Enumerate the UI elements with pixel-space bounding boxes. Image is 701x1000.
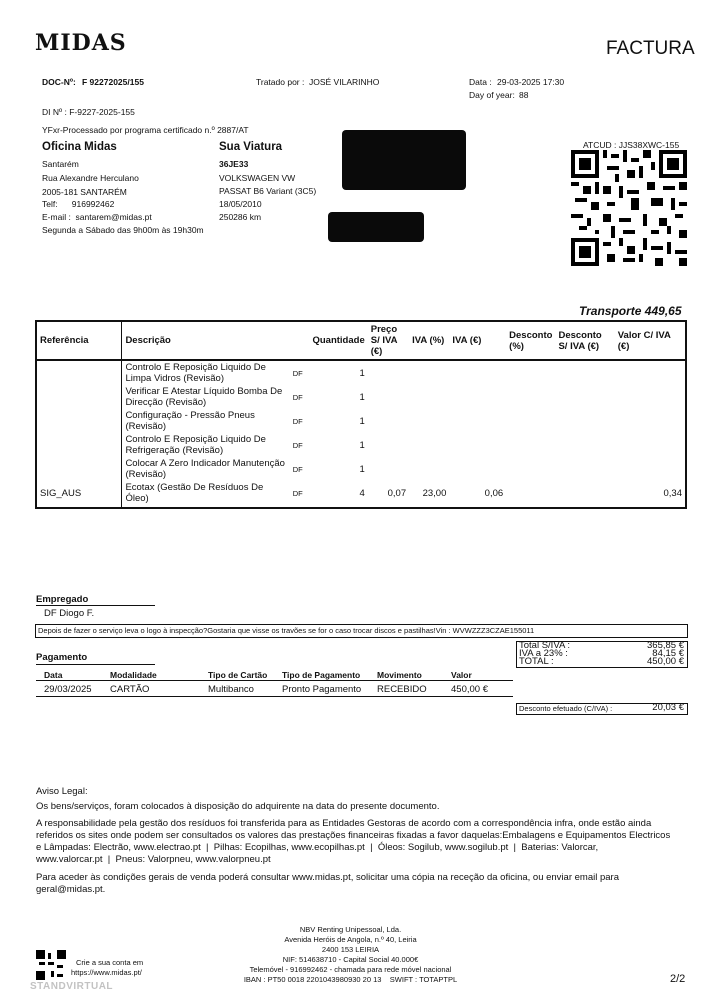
- cell-price: [368, 409, 409, 433]
- treated-by-label: Tratado por :: [256, 77, 305, 87]
- day-of-year-value: 88: [519, 90, 529, 100]
- cell-iva-eur: [449, 409, 506, 433]
- payment-card-type: Multibanco: [208, 684, 254, 695]
- cell-iva-eur: [449, 457, 506, 481]
- cell-iva-pct: 23,00: [422, 487, 447, 499]
- filler-cell: [506, 505, 555, 508]
- payment-underline: [36, 664, 155, 665]
- document-type-title: FACTURA: [606, 38, 695, 59]
- cell-discount-eur: [555, 385, 614, 409]
- office-phone: Telf: 916992462: [42, 199, 115, 209]
- footer-company: NBV Renting Unipessoal, Lda.: [299, 925, 402, 934]
- redacted-block: [328, 212, 424, 242]
- employee-name: DF Diogo F.: [44, 608, 95, 619]
- discount-label: Desconto efetuado (C/IVA) :: [519, 704, 613, 713]
- legal-paragraph-2-line-4: www.valorcar.pt | Pneus: Valorpneu, www.valorpneu.pt: [36, 854, 271, 865]
- cell-discount-eur: [555, 481, 614, 505]
- cell-discount-pct: [506, 409, 555, 433]
- office-street: Rua Alexandre Herculano: [42, 173, 139, 183]
- col-header-description: Descrição: [122, 321, 290, 360]
- cell-description: Verificar E Atestar Líquido Bomba De Direcção (Revisão): [125, 386, 283, 408]
- items-table: [35, 320, 687, 509]
- cell-unit: DF: [292, 392, 303, 402]
- payment-header-payment-type: Tipo de Pagamento: [282, 670, 361, 680]
- filler-cell: [615, 505, 686, 508]
- watermark: STANDVIRTUAL: [30, 981, 114, 992]
- payment-value: 450,00 €: [451, 684, 488, 695]
- legal-paragraph-2-line-1: A responsabilidade pela gestão dos resíduos foi transferida para as Entidades Gestoras de acordo com a correspondência infra, onde estão ainda: [36, 818, 652, 829]
- doc-number-value: F 92272025/155: [82, 77, 144, 87]
- vehicle-mileage: 250286 km: [219, 212, 262, 222]
- col-header-iva-eur: IVA (€): [449, 321, 506, 360]
- col-header-quantity: Quantidade: [309, 321, 367, 360]
- footer-nif: NIF: 514638710 - Capital Social 40.000€: [282, 955, 419, 964]
- treated-by-value: JOSÉ VILARINHO: [309, 77, 380, 87]
- cell-price: [368, 457, 409, 481]
- qr-code: [571, 150, 687, 266]
- footer-phone: Telemóvel - 916992462 - chamada para rede móvel nacional: [249, 965, 452, 974]
- payment-header-value: Valor: [451, 670, 472, 680]
- cell-reference: [36, 457, 122, 481]
- legal-paragraph-1: Os bens/serviços, foram colocados à disposição do adquirente na data do presente documento.: [36, 801, 440, 812]
- legal-paragraph-3-line-1: Para aceder às condições gerais de venda poderá consultar www.midas.pt, solicitar uma cópia na receção da oficina, ou enviar email para: [36, 872, 619, 883]
- cell-unit: DF: [292, 440, 303, 450]
- footer-iban: IBAN : PT50 0018 2201043980930 20 13 SWIFT : TOTAPTPL: [243, 975, 458, 984]
- table-row: [36, 481, 686, 505]
- cell-discount-pct: [506, 360, 555, 385]
- cell-value: [615, 385, 686, 409]
- service-note-text: Depois de fazer o serviço leva o logo à inspecção?Gostaria que visse os travões se for o caso trocar discos e pastilhas!Vin : WVWZZZ3CZAE155011: [38, 626, 535, 635]
- table-row: [36, 385, 686, 409]
- cell-price: [368, 433, 409, 457]
- office-postal: 2005-181 SANTARÉM: [42, 187, 127, 197]
- payment-payment-type: Pronto Pagamento: [282, 684, 362, 695]
- total-siva-label: Total S/IVA :: [519, 640, 571, 651]
- items-table-header: [36, 321, 686, 360]
- di-number: DI Nº : F-9227-2025-155: [42, 107, 135, 117]
- cell-description: Controlo E Reposição Liquido De Refrigeração (Revisão): [125, 434, 266, 456]
- filler-cell: [290, 505, 310, 508]
- payment-header-movement: Movimento: [377, 670, 422, 680]
- cell-discount-pct: [506, 481, 555, 505]
- vehicle-reg-date: 18/05/2010: [219, 199, 262, 209]
- office-city: Santarém: [42, 159, 79, 169]
- cell-value: [615, 409, 686, 433]
- midas-logo: MIDAS: [35, 30, 127, 56]
- cell-quantity: 4: [359, 487, 365, 499]
- vehicle-make: VOLKSWAGEN VW: [219, 173, 296, 183]
- cell-description: Controlo E Reposição Liquido De Limpa Vidros (Revisão): [125, 362, 266, 384]
- total-label: TOTAL :: [519, 656, 554, 667]
- col-header-reference: Referência: [36, 321, 122, 360]
- office-email: E-mail : santarem@midas.pt: [42, 212, 152, 222]
- total-value: 450,00 €: [647, 656, 684, 667]
- transport-amount: Transporte 449,65: [579, 304, 682, 318]
- cell-discount-pct: [506, 433, 555, 457]
- payment-header-card-type: Tipo de Cartão: [208, 670, 268, 680]
- cell-unit: DF: [292, 368, 303, 378]
- cell-discount-pct: [506, 457, 555, 481]
- create-account-text: Crie a sua conta em: [76, 958, 144, 967]
- table-row: [36, 457, 686, 481]
- cell-reference: [36, 433, 122, 457]
- payment-header-line: [36, 680, 513, 681]
- payment-header-date: Data: [44, 670, 63, 680]
- discount-value: 20,03 €: [652, 702, 684, 713]
- filler-cell: [409, 505, 449, 508]
- payment-date: 29/03/2025: [44, 684, 92, 695]
- cell-value: 0,34: [663, 487, 682, 499]
- date-label: Data :: [469, 77, 492, 87]
- cell-price: [368, 360, 409, 385]
- table-row: [36, 433, 686, 457]
- page-number: 2/2: [670, 973, 686, 985]
- cell-quantity: 1: [359, 391, 365, 403]
- create-account-link[interactable]: https://www.midas.pt/: [71, 968, 142, 977]
- certified-program-text: YFxr-Processado por programa certificado n.º 2887/AT: [42, 125, 249, 135]
- cell-quantity: 1: [359, 463, 365, 475]
- date-value: 29-03-2025 17:30: [497, 77, 565, 87]
- cell-iva-eur: [449, 360, 506, 385]
- payment-movement: RECEBIDO: [377, 684, 427, 695]
- cell-discount-eur: [555, 409, 614, 433]
- atcud-code: ATCUD : JJS38XWC-155: [583, 140, 680, 150]
- col-header-discount-pct: Desconto (%): [506, 321, 555, 360]
- cell-quantity: 1: [359, 439, 365, 451]
- cell-price: 0,07: [387, 487, 407, 499]
- cell-unit: DF: [292, 416, 303, 426]
- redacted-block: [342, 130, 466, 190]
- payment-label: Pagamento: [36, 652, 88, 663]
- filler-cell: [122, 505, 290, 508]
- cell-value: [615, 360, 686, 385]
- office-hours: Segunda a Sábado das 9h00m às 19h30m: [42, 225, 204, 235]
- cell-discount-eur: [555, 457, 614, 481]
- cell-reference: [36, 360, 122, 385]
- cell-iva-pct: [409, 360, 449, 385]
- vehicle-plate: 36JE33: [219, 159, 249, 169]
- cell-value: [615, 433, 686, 457]
- footer-address: Avenida Heróis de Angola, n.º 40, Leiria: [284, 935, 417, 944]
- col-header-price: Preço S/ IVA (€): [368, 321, 409, 360]
- cell-reference: SIG_AUS: [36, 481, 122, 505]
- filler-cell: [555, 505, 614, 508]
- cell-price: [368, 385, 409, 409]
- cell-reference: [36, 409, 122, 433]
- footer-qr-code: [36, 950, 66, 980]
- cell-iva-eur: [449, 433, 506, 457]
- office-title: Oficina Midas: [42, 141, 117, 153]
- filler-cell: [449, 505, 506, 508]
- legal-paragraph-2-line-3: e Lâmpadas: Electrão, www.electrao.pt | Pilhas: Ecopilhas, www.ecopilhas.pt | Óleos: Sogilub, www.sogilub.pt | Baterias: Valorcar,: [36, 842, 599, 853]
- day-of-year-label: Day of year:: [469, 90, 515, 100]
- payment-header-modality: Modalidade: [110, 670, 157, 680]
- table-row: [36, 360, 686, 385]
- col-header-value: Valor C/ IVA (€): [615, 321, 686, 360]
- cell-quantity: 1: [359, 367, 365, 379]
- col-header-iva-pct: IVA (%): [409, 321, 449, 360]
- iva-value: 84,15 €: [652, 648, 684, 659]
- cell-iva-pct: [409, 409, 449, 433]
- cell-reference: [36, 385, 122, 409]
- iva-label: IVA a 23% :: [519, 648, 568, 659]
- cell-iva-pct: [409, 457, 449, 481]
- cell-iva-eur: [449, 385, 506, 409]
- cell-quantity: 1: [359, 415, 365, 427]
- cell-discount-pct: [506, 385, 555, 409]
- filler-cell: [36, 505, 122, 508]
- cell-unit: DF: [292, 488, 303, 498]
- cell-iva-pct: [409, 385, 449, 409]
- cell-discount-eur: [555, 433, 614, 457]
- cell-iva-pct: [409, 433, 449, 457]
- filler-cell: [368, 505, 409, 508]
- doc-number-label: DOC-Nº:: [42, 77, 76, 87]
- legal-paragraph-2-line-2: referidos os sites onde podem ser consultados os valores das prestações financeiras fixadas a favor daquelas:Embalagens e Equipamentos Electricos: [36, 830, 671, 841]
- cell-description: Colocar A Zero Indicador Manutenção (Revisão): [125, 458, 285, 480]
- vehicle-title: Sua Viatura: [219, 141, 283, 153]
- payment-row-line: [36, 696, 513, 697]
- employee-label: Empregado: [36, 594, 89, 605]
- cell-value: [615, 457, 686, 481]
- total-siva-value: 365,85 €: [647, 640, 684, 651]
- footer-postal: 2400 153 LEIRIA: [321, 945, 380, 954]
- legal-paragraph-3-line-2: geral@midas.pt.: [36, 884, 106, 895]
- payment-modality: CARTÃO: [110, 684, 150, 695]
- col-header-discount-eur: Desconto S/ IVA (€): [555, 321, 614, 360]
- cell-unit: DF: [292, 464, 303, 474]
- cell-discount-eur: [555, 360, 614, 385]
- table-filler-row: [36, 505, 686, 508]
- col-header-unit: [290, 321, 310, 360]
- cell-description: Configuração - Pressão Pneus (Revisão): [125, 410, 255, 432]
- table-row: [36, 409, 686, 433]
- filler-cell: [309, 505, 367, 508]
- legal-title: Aviso Legal:: [36, 786, 88, 797]
- vehicle-model: PASSAT B6 Variant (3C5): [219, 186, 317, 196]
- cell-iva-eur: 0,06: [484, 487, 504, 499]
- employee-underline: [36, 605, 155, 606]
- cell-description: Ecotax (Gestão De Resíduos De Óleo): [125, 482, 264, 504]
